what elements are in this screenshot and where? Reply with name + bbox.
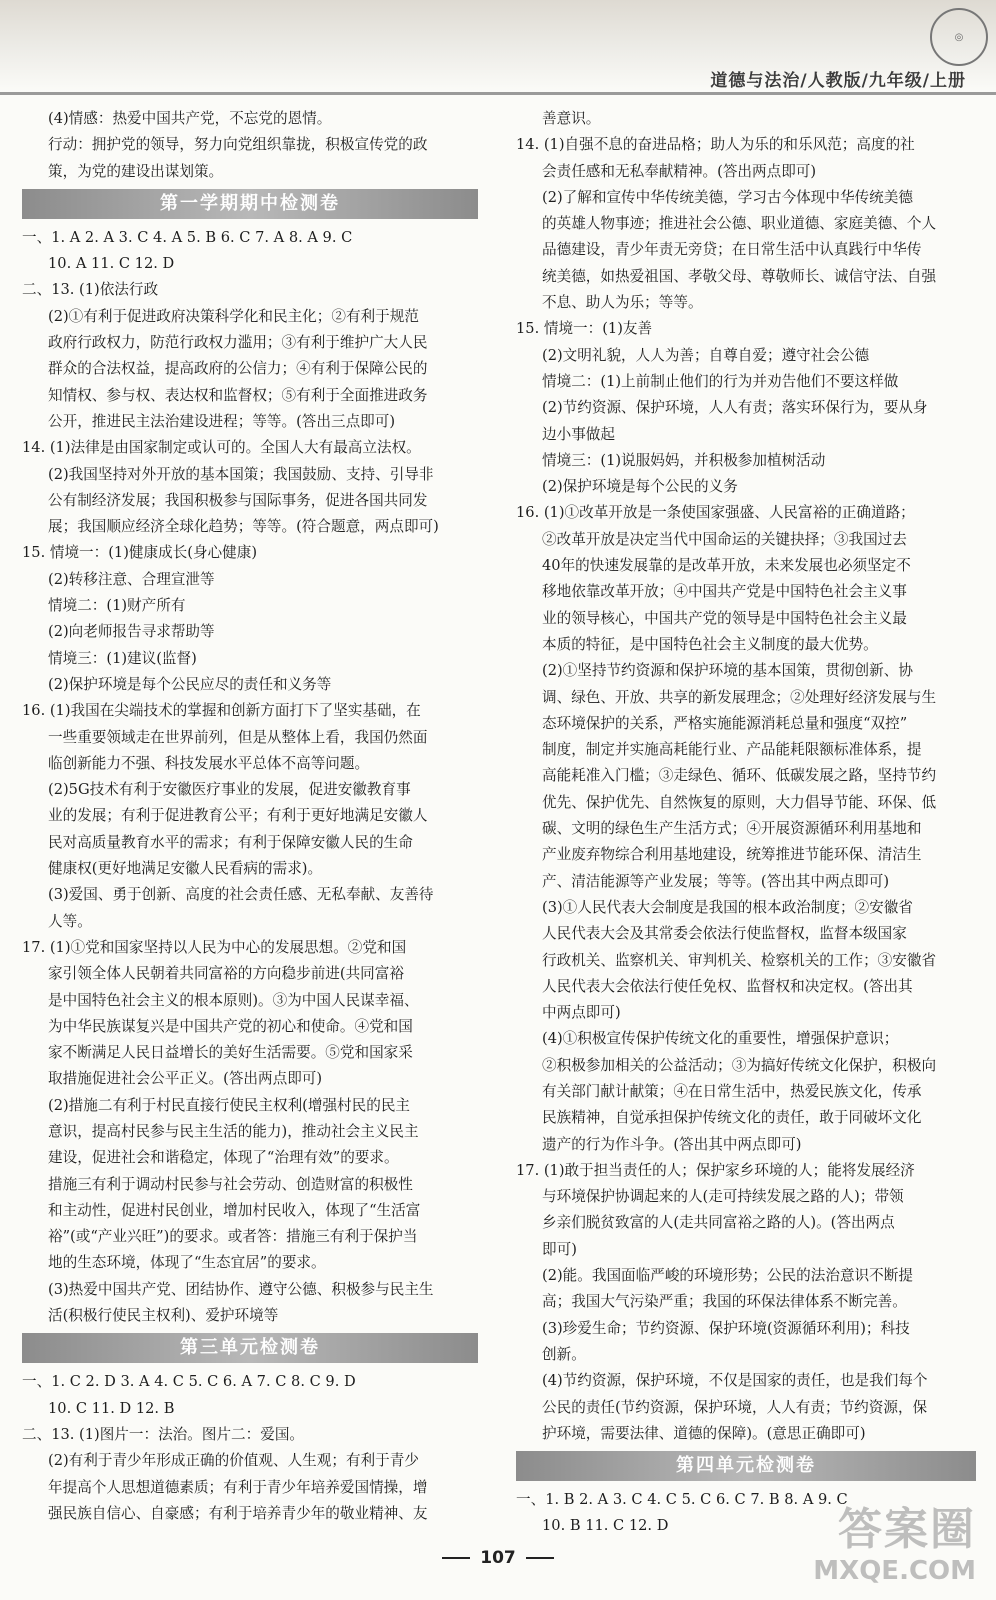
answer-line: (3)热爱中国共产党、团结协作、遵守公德、积极参与民主生 <box>48 1280 434 1298</box>
answer-line: (2)保护环境是每个公民应尽的责任和义务等 <box>48 675 332 693</box>
answer-line: 优先、保护优先、自然恢复的原则，大力倡导节能、环保、低 <box>542 793 937 811</box>
answer-line: 的英雄人物事迹；推进社会公德、职业道德、家庭美德、个人 <box>542 215 937 233</box>
answer-line: 10. C 11. D 12. B <box>48 1399 175 1417</box>
answer-line: 10. A 11. C 12. D <box>48 255 175 273</box>
answer-line: 公有制经济发展；我国积极参与国际事务，促进各国共同发 <box>48 491 428 509</box>
watermark-line2: MXQE.COM <box>813 1556 976 1586</box>
answer-line: 健康权(更好地满足安徽人民看病的需求)。 <box>48 860 323 878</box>
answer-line: 遗产的行为作斗争。(答出其中两点即可) <box>542 1135 802 1153</box>
answer-line: (2)保护环境是每个公民的义务 <box>542 478 738 496</box>
answer-line: 临创新能力不强、科技发展水平总体不高等问题。 <box>48 754 370 772</box>
answer-line: 知情权、参与权、表达权和监督权；⑤有利于全面推进政务 <box>48 386 428 404</box>
answer-line: (3)爱国、勇于创新、高度的社会责任感、无私奉献、友善待 <box>48 886 434 904</box>
answer-line: 人民代表大会及其常委会依法行使监督权，监督本级国家 <box>542 925 907 943</box>
answer-line: 14. (1)自强不息的奋进品格；助人为乐的和乐风范；高度的社 <box>516 136 915 154</box>
section-banner: 第四单元检测卷 <box>516 1451 976 1481</box>
footer-dash-right <box>526 1557 554 1559</box>
answer-line: 乡亲们脱贫致富的人(走共同富裕之路的人)。(答出两点 <box>542 1214 895 1232</box>
stamp-icon: ◎ <box>930 8 988 66</box>
answer-line: 展；我国顺应经济全球化趋势；等等。(符合题意，两点即可) <box>48 518 439 536</box>
page-number: 107 <box>480 1548 516 1568</box>
answer-line: (2)我国坚持对外开放的基本国策；我国鼓励、支持、引导非 <box>48 465 434 483</box>
answer-line: 移地依靠改革开放；④中国共产党是中国特色社会主义事 <box>542 583 907 601</box>
header-rule <box>0 92 996 95</box>
answer-line: 业的领导核心，中国共产党的领导是中国特色社会主义最 <box>542 609 907 627</box>
answer-line: (2)①有利于促进政府决策科学化和民主化；②有利于规范 <box>48 307 419 325</box>
answer-line: 意识，提高村民参与民主生活的能力)，推动社会主义民主 <box>48 1122 419 1140</box>
answer-line: 二、13. (1)依法行政 <box>22 281 159 299</box>
answer-line: 中两点即可) <box>542 1004 621 1022</box>
answer-line: (2)能。我国面临严峻的环境形势；公民的法治意识不断提 <box>542 1267 913 1285</box>
answer-line: 行政机关、监察机关、审判机关、检察机关的工作；③安徽省 <box>542 951 937 969</box>
answer-line: 即可) <box>542 1240 577 1258</box>
answer-line: (3)①人民代表大会制度是我国的根本政治制度；②安徽省 <box>542 898 913 916</box>
answer-line: 15. 情境一：(1)友善 <box>516 320 653 338</box>
answer-line: 业的发展；有利于促进教育公平；有利于更好地满足安徽人 <box>48 807 428 825</box>
answer-line: (4)节约资源，保护环境，不仅是国家的责任，也是我们每个 <box>542 1372 928 1390</box>
answer-line: 高能耗准入门槛；③走绿色、循环、低碳发展之路，坚持节约 <box>542 767 937 785</box>
answer-line: 品德建设，青少年责无旁贷；在日常生活中认真践行中华传 <box>542 241 922 259</box>
answer-line: 政府行政权力，防范行政权力滥用；③有利于维护广大人民 <box>48 334 428 352</box>
answer-line: 家不断满足人民日益增长的美好生活需要。⑤党和国家采 <box>48 1044 413 1062</box>
answer-line: (2)5G技术有利于安徽医疗事业的发展，促进安徽教育事 <box>48 781 411 799</box>
answer-line: (2)措施二有利于村民直接行使民主权利(增强村民的民主 <box>48 1096 411 1114</box>
answer-line: 17. (1)敢于担当责任的人；保护家乡环境的人；能将发展经济 <box>516 1161 915 1179</box>
answer-line: ②积极参加相关的公益活动；③为搞好传统文化保护，积极向 <box>542 1056 937 1074</box>
answer-line: (2)向老师报告寻求帮助等 <box>48 623 215 641</box>
answer-line: 家引领全体人民朝着共同富裕的方向稳步前进(共同富裕 <box>48 965 404 983</box>
answer-line: 护环境，需要法律、道德的保障)。(意思正确即可) <box>542 1424 866 1442</box>
answer-line: 情境二：(1)上前制止他们的行为并劝告他们不要这样做 <box>542 372 899 390</box>
watermark-line1: 答案圈 <box>838 1504 976 1555</box>
answer-line: (4)①积极宣传保护传统文化的重要性，增强保护意识； <box>542 1030 899 1048</box>
answer-line: (4)情感：热爱中国共产党，不忘党的恩情。 <box>48 110 332 127</box>
section-banner: 第三单元检测卷 <box>22 1333 478 1363</box>
answer-line: 措施三有利于调动村民参与社会劳动、创造财富的积极性 <box>48 1175 413 1193</box>
answer-line: 情境三：(1)建议(监督) <box>48 649 197 667</box>
answer-line: 地的生态环境，体现了“生态宜居”的要求。 <box>48 1254 326 1272</box>
answer-line: 情境三：(1)说服妈妈，并积极参加植树活动 <box>542 451 826 469</box>
answer-line: 活(积极行使民主权利)、爱护环境等 <box>48 1307 279 1325</box>
answer-line: 统美德，如热爱祖国、孝敬父母、尊敬师长、诚信守法、自强 <box>542 267 937 285</box>
answer-line: 会责任感和无私奉献精神。(答出两点即可) <box>542 162 817 180</box>
answer-line: 情境二：(1)财产所有 <box>48 597 186 615</box>
answer-line: 一些重要领域走在世界前列，但是从整体上看，我国仍然面 <box>48 728 428 746</box>
answer-line: 产业废弃物综合利用基地建设，统筹推进节能环保、清洁生 <box>542 846 922 864</box>
answer-line: 行动：拥护党的领导，努力向党组织靠拢，积极宣传党的政 <box>48 136 428 154</box>
answer-line: (2)有利于青少年形成正确的价值观、人生观；有利于青少 <box>48 1452 419 1470</box>
answer-line: (2)节约资源、保护环境，人人有责；落实环保行为，要从身 <box>542 399 928 417</box>
answer-line: 15. 情境一：(1)健康成长(身心健康) <box>22 544 258 562</box>
answer-line: 裕”(或“产业兴旺”)的要求。或者答：措施三有利于保护当 <box>48 1228 418 1246</box>
answer-line: 强民族自信心、自豪感；有利于培养青少年的敬业精神、友 <box>48 1504 428 1522</box>
answer-line: 人民代表大会依法行使任免权、监督权和决定权。(答出其 <box>542 977 913 995</box>
answer-line: 碳、文明的绿色生产生活方式；④开展资源循环利用基地和 <box>542 820 922 838</box>
answer-line: 策，为党的建设出谋划策。 <box>48 162 224 180</box>
answer-line: 制度，制定并实施高耗能行业、产品能耗限额标准体系，提 <box>542 741 922 759</box>
answer-line: 调、绿色、开放、共享的新发展理念；②处理好经济发展与生 <box>542 688 937 706</box>
answer-line: 善意识。 <box>542 110 601 127</box>
answer-line: 40年的快速发展靠的是改革开放，未来发展也必须坚定不 <box>542 557 911 575</box>
answer-line: 一、1. A 2. A 3. C 4. A 5. B 6. C 7. A 8. A 9. C <box>22 228 353 246</box>
right-column <box>516 106 976 1540</box>
answer-line: 和主动性，促进村民创业，增加村民收入，体现了“生活富 <box>48 1201 421 1219</box>
answer-line: 产、清洁能源等产业发展；等等。(答出其中两点即可) <box>542 872 890 890</box>
answer-line: (3)珍爱生命；节约资源、保护环境(资源循环利用)；科技 <box>542 1319 910 1337</box>
answer-line: 边小事做起 <box>542 425 615 443</box>
answer-line: 公民的责任(节约资源，保护环境，人人有责；节约资源，保 <box>542 1398 928 1416</box>
answer-line: 16. (1)①改革开放是一条使国家强盛、人民富裕的正确道路； <box>516 504 915 522</box>
footer-dash-left <box>442 1557 470 1559</box>
answer-line: 民族精神，自觉承担保护传统文化的责任，敢于同破坏文化 <box>542 1109 922 1127</box>
answer-line: (2)①坚持节约资源和保护环境的基本国策，贯彻创新、协 <box>542 662 913 680</box>
answer-line: 16. (1)我国在尖端技术的掌握和创新方面打下了坚实基础，在 <box>22 702 421 720</box>
left-column <box>22 106 478 1527</box>
answer-line: 态环境保护的关系，严格实施能源消耗总量和强度“双控” <box>542 714 908 732</box>
answer-line: 民对高质量教育水平的需求；有利于保障安徽人民的生命 <box>48 833 413 851</box>
answer-line: 创新。 <box>542 1345 586 1363</box>
answer-line: 一、1. C 2. D 3. A 4. C 5. C 6. A 7. C 8. C 9. D <box>22 1373 356 1391</box>
answer-line: 不息、助人为乐；等等。 <box>542 294 703 312</box>
section-banner: 第一学期期中检测卷 <box>22 189 478 219</box>
answer-line: 为中华民族谋复兴是中国共产党的初心和使命。④党和国 <box>48 1017 413 1035</box>
answer-line: 群众的合法权益，提高政府的公信力；④有利于保障公民的 <box>48 360 428 378</box>
answer-line: (2)文明礼貌，人人为善；自尊自爱；遵守社会公德 <box>542 346 870 364</box>
answer-line: 14. (1)法律是由国家制定或认可的。全国人大有最高立法权。 <box>22 439 421 457</box>
answer-line: 一、1. B 2. A 3. C 4. C 5. C 6. C 7. B 8. A 9. C <box>516 1491 848 1509</box>
answer-line: 公开，推进民主法治建设进程；等等。(答出三点即可) <box>48 412 396 430</box>
answer-line: 年提高个人思想道德素质；有利于青少年培养爱国情操，增 <box>48 1478 428 1496</box>
answer-line: 取措施促进社会公平正义。(答出两点即可) <box>48 1070 323 1088</box>
answer-line: 与环境保护协调起来的人(走可持续发展之路的人)；带领 <box>542 1188 904 1206</box>
answer-line: ②改革开放是决定当代中国命运的关键抉择；③我国过去 <box>542 530 907 548</box>
answer-line: 是中国特色社会主义的根本原则)。③为中国人民谋幸福、 <box>48 991 419 1009</box>
answer-line: 17. (1)①党和国家坚持以人民为中心的发展思想。②党和国 <box>22 938 407 956</box>
answer-line: 本质的特征，是中国特色社会主义制度的最大优势。 <box>542 635 878 653</box>
answer-line: 人等。 <box>48 912 92 930</box>
watermark <box>776 1504 976 1600</box>
page-header-title: 道德与法治/人教版/九年级/上册 <box>710 71 966 91</box>
answer-line: 10. B 11. C 12. D <box>542 1517 669 1535</box>
answer-line: 建设，促进社会和谐稳定，体现了“治理有效”的要求。 <box>48 1149 399 1167</box>
answer-line: 二、13. (1)图片一：法治。图片二：爱国。 <box>22 1425 305 1443</box>
answer-line: 高；我国大气污染严重；我国的环保法律体系不断完善。 <box>542 1293 907 1311</box>
answer-line: (2)转移注意、合理宣泄等 <box>48 570 215 588</box>
answer-line: 有关部门献计献策；④在日常生活中，热爱民族文化，传承 <box>542 1082 922 1100</box>
answer-line: (2)了解和宣传中华传统美德，学习古今体现中华传统美德 <box>542 188 913 206</box>
